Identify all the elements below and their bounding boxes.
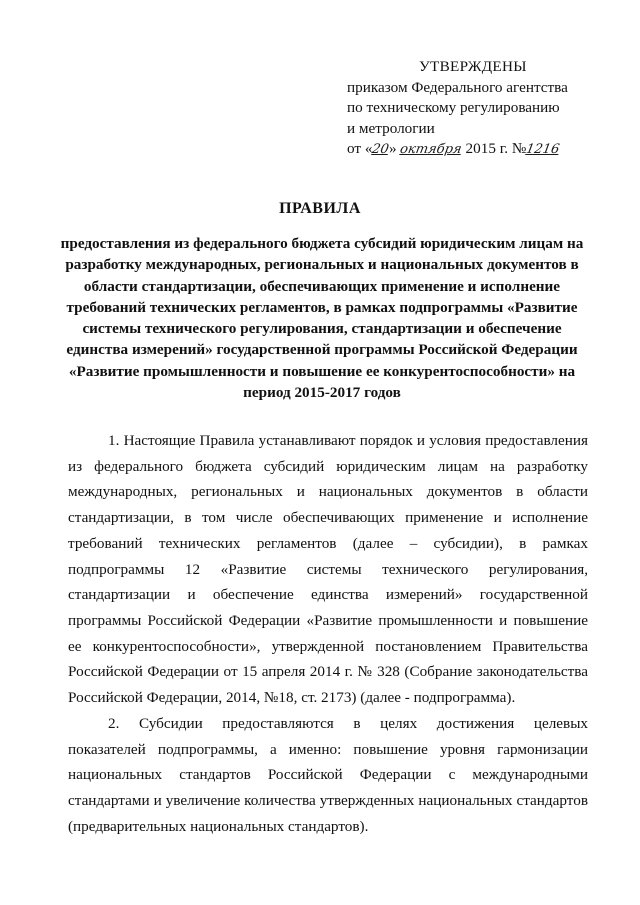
handwritten-day: 20 <box>371 142 391 157</box>
subtitle-line: предоставления из федерального бюджета субсидий юридическим лицам на <box>60 235 584 252</box>
subtitle-line: период 2015-2017 годов <box>243 384 401 402</box>
subtitle-line: области стандартизации, обеспечивающих применение и исполнение <box>83 277 561 295</box>
paragraph-line: программы Российской Федерации «Развитие промышленности и повышение <box>68 611 588 629</box>
approval-date-line <box>347 139 627 161</box>
handwritten-month: октября <box>399 142 464 157</box>
paragraph-line: Российской Федерации, 2014, №18, ст. 2173) (далее - подпрограмма). <box>68 689 516 707</box>
document-subtitle <box>56 233 588 403</box>
paragraph-line: национальных стандартов Российской Федерации с международными <box>68 766 588 784</box>
paragraph-line: из федерального бюджета субсидий юридическим лицам на разработку <box>68 457 588 475</box>
date-year: 2015 г. № <box>461 140 527 157</box>
approval-line-1: приказом Федерального агентства <box>347 78 568 96</box>
paragraph-line: требований технических регламентов (далее – субсидии), в рамках <box>68 534 588 552</box>
paragraph-line: 1. Настоящие Правила устанавливают порядок и условия предоставления <box>108 432 588 449</box>
paragraph-line: Российской Федерации от 15 апреля 2014 г. № 328 (Собрание законодательства <box>68 663 588 681</box>
paragraph-1 <box>68 428 588 711</box>
paragraph-line: стандартизации и обеспечение единства измерений» государственной <box>68 586 588 604</box>
approval-line-2: по техническому регулированию <box>347 99 560 116</box>
handwritten-order-number: 1216 <box>525 142 561 157</box>
date-separator: » <box>388 140 401 157</box>
subtitle-line: разработку международных, региональных и национальных документов в <box>65 256 579 274</box>
paragraph-line: ее конкурентоспособности», утвержденной постановлением Правительства <box>68 637 588 655</box>
subtitle-line: системы технического регулирования, стандартизации и обеспечение <box>82 320 562 338</box>
paragraph-line: стандартизации, в том числе обеспечивающих применение и исполнение <box>68 509 588 527</box>
approval-line-3: и метрологии <box>347 119 435 137</box>
paragraph-line: подпрограммы 12 «Развитие системы технического регулирования, <box>68 560 588 578</box>
paragraph-line: (предварительных национальных стандартов). <box>68 817 369 835</box>
document-title: ПРАВИЛА <box>279 200 361 217</box>
approval-heading: УТВЕРЖДЕНЫ <box>419 58 527 75</box>
subtitle-line: «Развитие промышленности и повышение ее конкурентоспособности» на <box>68 362 576 380</box>
approval-block <box>347 57 627 161</box>
paragraph-line: показателей подпрограммы, а именно: повышение уровня гармонизации <box>68 740 588 758</box>
paragraph-line: международных, региональных и национальных документов в области <box>68 483 588 501</box>
paragraph-line: 2. Субсидии предоставляются в целях достижения целевых <box>108 715 588 732</box>
date-prefix: от « <box>347 140 373 157</box>
paragraph-2 <box>68 711 588 840</box>
subtitle-line: единства измерений» государственной программы Российской Федерации <box>66 341 578 359</box>
subtitle-line: требований технических регламентов, в рамках подпрограммы «Развитие <box>66 298 578 316</box>
paragraph-line: стандартами и увеличение количества утвержденных национальных стандартов <box>68 792 588 810</box>
